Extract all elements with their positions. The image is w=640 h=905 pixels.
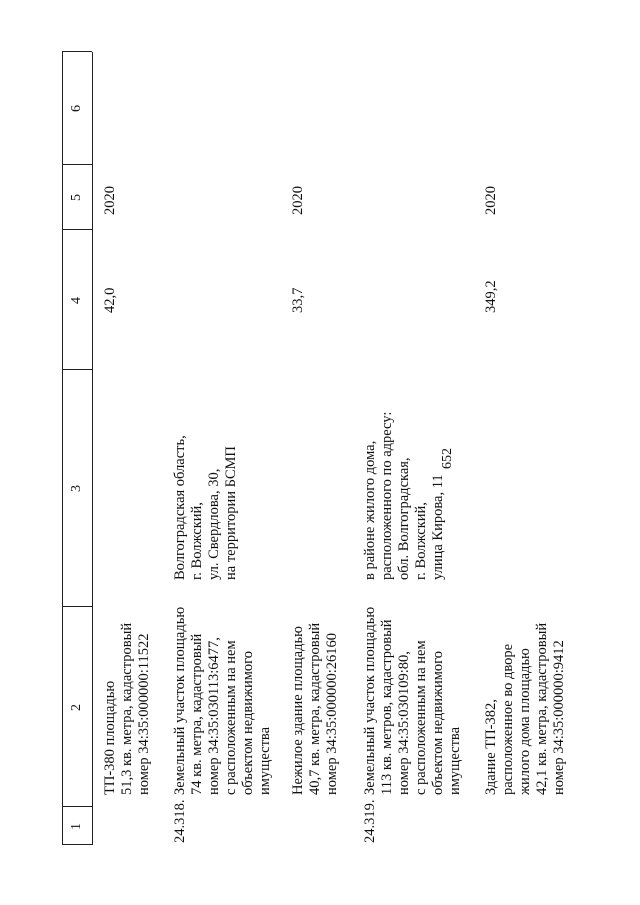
header-bottom-line <box>92 52 93 845</box>
col-sep-2 <box>62 606 92 607</box>
row-1-addr: Волгоградская область, г. Волжский, ул. Свердлова, 30, на территории БСМП <box>172 435 239 580</box>
col-sep-6 <box>62 51 92 52</box>
row-1-desc: Земельный участок площадью 74 кв. метра, кадастровый номер 34:35:030113:6477, с расположенным на нем объектом недвижимого имущества <box>172 606 273 795</box>
header-col-4: 4 <box>69 297 84 304</box>
header-col-6: 6 <box>69 105 84 112</box>
col-sep-3 <box>62 369 92 370</box>
row-4-area: 349,2 <box>483 280 499 313</box>
page-number: 652 <box>440 448 455 469</box>
header-top-line <box>62 52 63 845</box>
row-0-year: 2020 <box>102 186 118 215</box>
row-2-desc: Нежилое здание площадью 40,7 кв. метра, кадастровый номер 34:35:000000:26160 <box>290 622 340 795</box>
col-sep-5 <box>62 164 92 165</box>
row-1-num: 24.318. <box>172 799 188 843</box>
col-sep-4 <box>62 229 92 230</box>
header-col-3: 3 <box>69 485 84 492</box>
row-3-addr: в районе жилого дома, расположенного по адресу: обл. Волгоградская, г. Волжский, улица Кирова, 11 <box>362 411 446 580</box>
col-sep-0 <box>62 844 92 845</box>
row-3-desc: Земельный участок площадью 113 кв. метров, кадастровый номер 34:35:030109:80, с расположенным на нем объектом недвижимого имущества <box>362 606 463 795</box>
header-col-5: 5 <box>69 194 84 201</box>
row-4-desc: Здание ТП-382, расположенное во дворе жилого дома площадью 42,1 кв. метра, кадастровый номер 34:35:000000:9412 <box>483 622 567 795</box>
header-col-1: 1 <box>69 823 84 830</box>
row-4-year: 2020 <box>483 186 499 215</box>
row-2-area: 33,7 <box>290 287 306 313</box>
row-3-num: 24.319. <box>362 799 378 843</box>
row-0-area: 42,0 <box>102 287 118 313</box>
header-col-2: 2 <box>69 704 84 711</box>
row-2-year: 2020 <box>290 186 306 215</box>
row-0-desc: ТП-380 площадью 51,3 кв. метра, кадастровый номер 34:35:000000:11522 <box>102 622 152 795</box>
col-sep-1 <box>62 806 92 807</box>
